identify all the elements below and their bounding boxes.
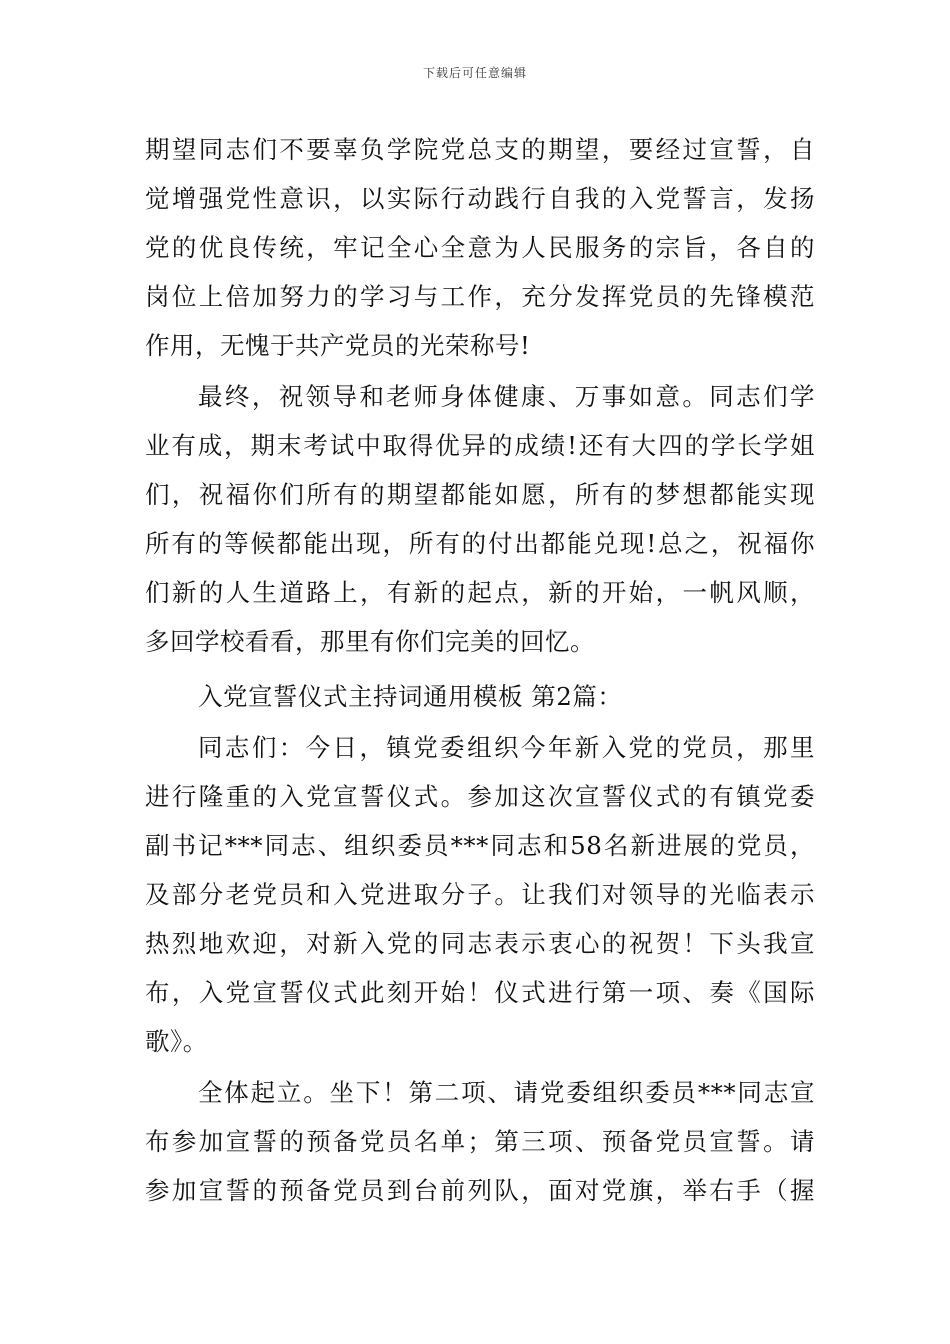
text-line: 布，入党宣誓仪式此刻开始！仪式进行第一项、奏《国际 <box>145 978 815 1007</box>
text-line: 觉增强党性意识，以实际行动践行自我的入党誓言，发扬 <box>145 184 815 213</box>
text-line: 最终，祝领导和老师身体健康、万事如意。同志们学 <box>198 382 815 411</box>
text-line: 参加宣誓的预备党员到台前列队，面对党旗，举右手（握 <box>145 1176 815 1205</box>
text-line: 副书记***同志、组织委员***同志和58名新进展的党员， <box>145 831 815 860</box>
text-line: 歌》。 <box>145 1027 208 1056</box>
text-line: 进行隆重的入党宣誓仪式。参加这次宣誓仪式的有镇党委 <box>145 782 815 811</box>
section-heading: 入党宣誓仪式主持词通用模板 第2篇： <box>198 682 623 711</box>
text-line: 多回学校看看，那里有你们完美的回忆。 <box>145 627 595 656</box>
text-line: 布参加宣誓的预备党员名单；第三项、预备党员宣誓。请 <box>145 1127 815 1156</box>
header-note: 下载后可任意编辑 <box>422 66 527 80</box>
text-line: 们，祝福你们所有的期望都能如愿，所有的梦想都能实现 <box>145 480 815 509</box>
text-line: 全体起立。坐下！第二项、请党委组织委员***同志宣 <box>198 1078 815 1107</box>
text-line: 岗位上倍加努力的学习与工作，充分发挥党员的先锋模范 <box>145 282 815 311</box>
text-line: 党的优良传统，牢记全心全意为人民服务的宗旨，各自的 <box>145 233 815 262</box>
text-line: 所有的等候都能出现，所有的付出都能兑现!总之，祝福你 <box>145 529 815 558</box>
text-line: 及部分老党员和入党进取分子。让我们对领导的光临表示 <box>145 880 815 909</box>
text-line: 业有成，期末考试中取得优异的成绩!还有大四的学长学姐 <box>145 431 815 460</box>
text-line: 期望同志们不要辜负学院党总支的期望，要经过宣誓，自 <box>145 135 815 164</box>
text-line: 热烈地欢迎，对新入党的同志表示衷心的祝贺！下头我宣 <box>145 929 815 958</box>
text-line: 同志们：今日，镇党委组织今年新入党的党员，那里 <box>198 733 815 762</box>
text-line: 作用，无愧于共产党员的光荣称号! <box>145 331 531 360</box>
text-line: 们新的人生道路上，有新的起点，新的开始，一帆风顺， <box>145 578 815 607</box>
